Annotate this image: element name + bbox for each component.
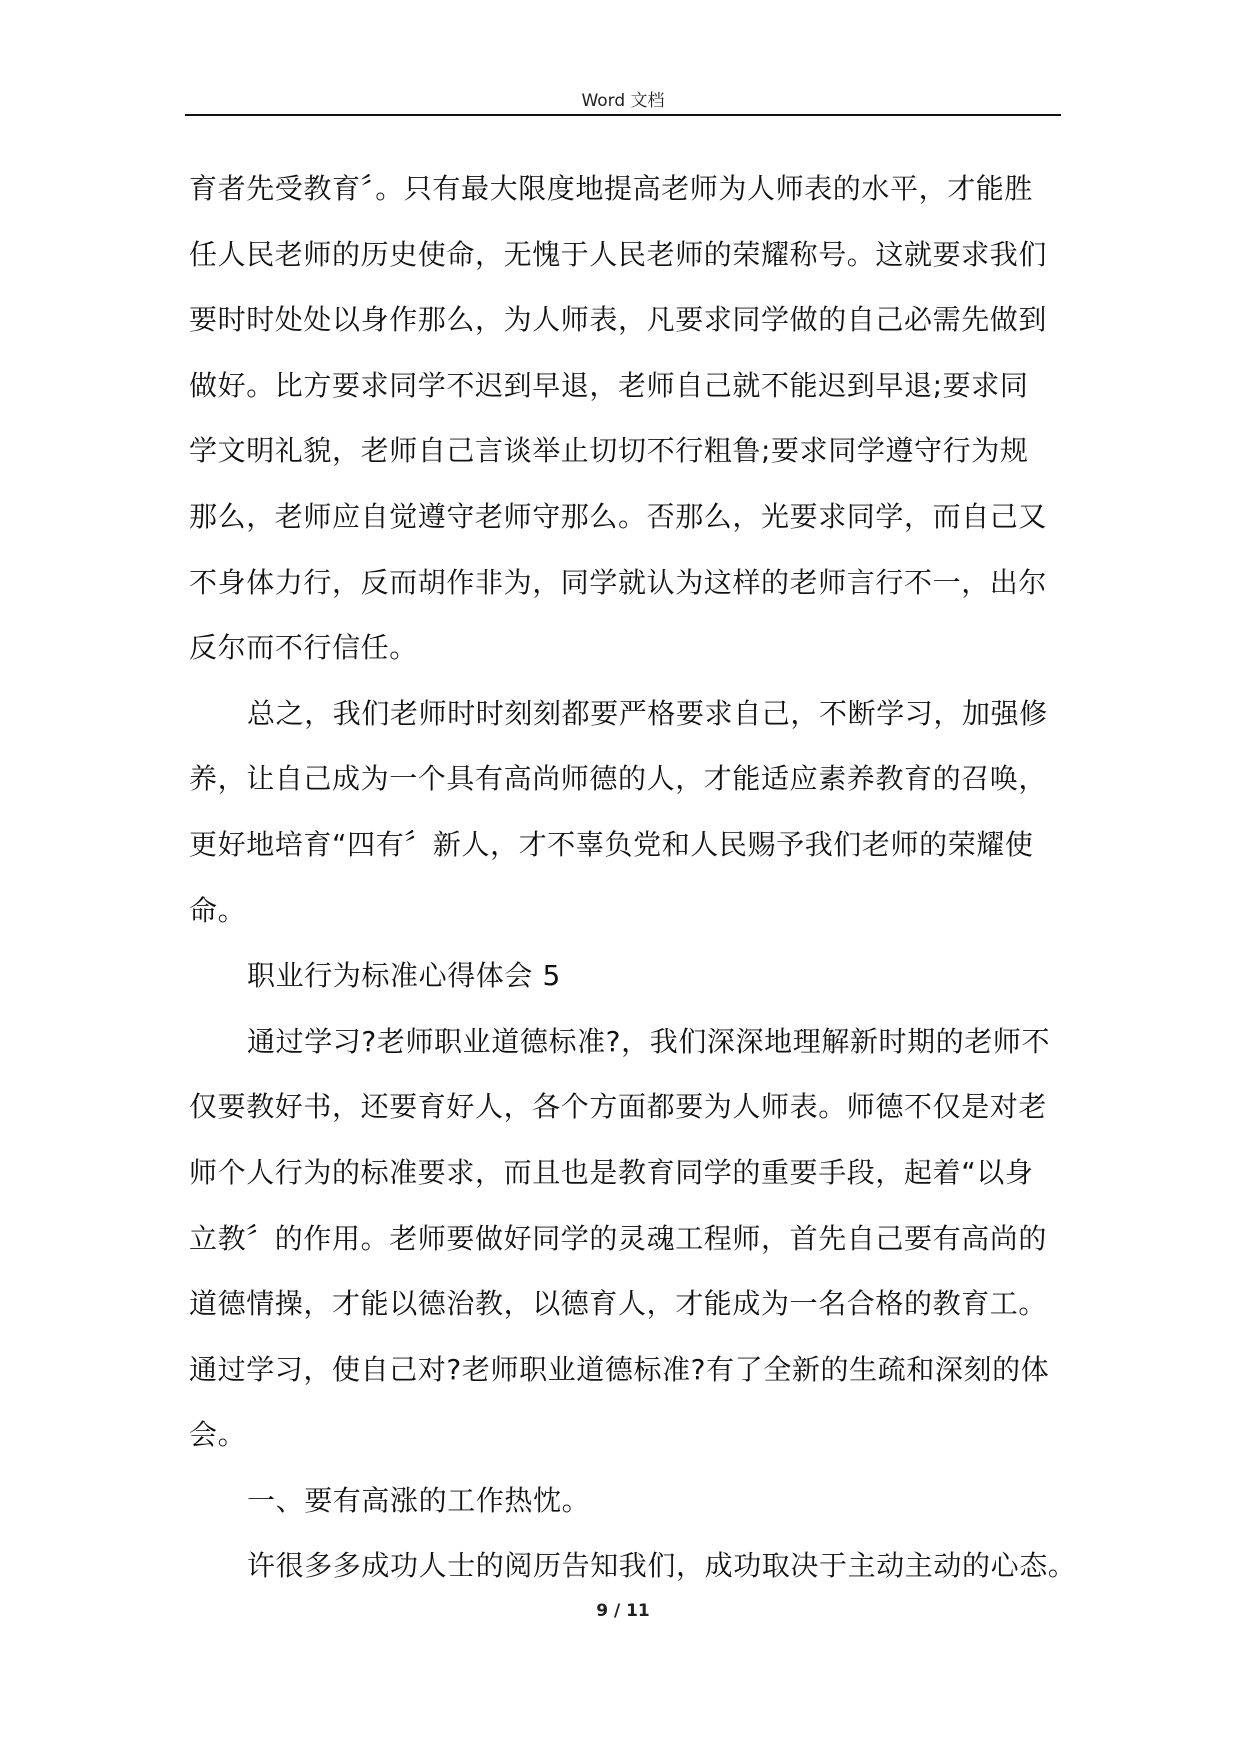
page-header-title: Word 文档 [581,91,665,111]
body-line: 更好地培育“四有〞新人，才不辜负党和人民赐予我们老师的荣耀使 [189,827,1034,861]
document-body [189,156,1077,1599]
body-line: 学文明礼貌，老师自己言谈举止切切不行粗鲁;要求同学遵守行为规 [189,434,1029,468]
header-divider [185,114,1061,116]
paragraph-start-line: 总之，我们老师时时刻刻都要严格要求自己，不断学习，加强修 [247,696,1048,730]
body-line: 师个人行为的标准要求，而且也是教育同学的重要手段，起着“以身 [189,1155,1034,1189]
section-heading: 职业行为标准心得体会 5 [247,959,561,993]
paragraph-start-line: 许很多多成功人士的阅历告知我们，成功取决于主动主动的心态。 [247,1549,1077,1583]
body-line: 反尔而不行信任。 [189,631,418,665]
body-line: 做好。比方要求同学不迟到早退，老师自己就不能迟到早退;要求同 [189,368,1029,402]
body-line: 育者先受教育〞。只有最大限度地提高老师为人师表的水平，才能胜 [189,172,1034,205]
body-line: 要时时处处以身作那么，为人师表，凡要求同学做的自己必需先做到 [189,303,1048,337]
page-number: 9 / 11 [596,1601,650,1621]
body-line: 会。 [189,1418,247,1452]
body-line: 仅要教好书，还要育好人，各个方面都要为人师表。师德不仅是对老 [189,1090,1048,1124]
body-line: 立教〞的作用。老师要做好同学的灵魂工程师，首先自己要有高尚的 [189,1221,1048,1255]
paragraph-start-line: 通过学习?老师职业道德标准?，我们深深地理解新时期的老师不 [247,1024,1051,1058]
body-line: 任人民老师的历史使命，无愧于人民老师的荣耀称号。这就要求我们 [189,237,1048,271]
body-line: 通过学习，使自己对?老师职业道德标准?有了全新的生疏和深刻的体 [189,1352,1050,1386]
body-line: 不身体力行，反而胡作非为，同学就认为这样的老师言行不一，出尔 [189,565,1048,599]
body-line: 那么，老师应自觉遵守老师守那么。否那么，光要求同学，而自己又 [189,499,1048,533]
body-line: 道德情操，才能以德治教，以德育人，才能成为一名合格的教育工。 [189,1287,1048,1321]
subsection-heading: 一、要有高涨的工作热忱。 [247,1483,591,1517]
body-line: 养，让自己成为一个具有高尚师德的人，才能适应素养教育的召唤， [189,762,1048,796]
body-line: 命。 [189,893,247,927]
